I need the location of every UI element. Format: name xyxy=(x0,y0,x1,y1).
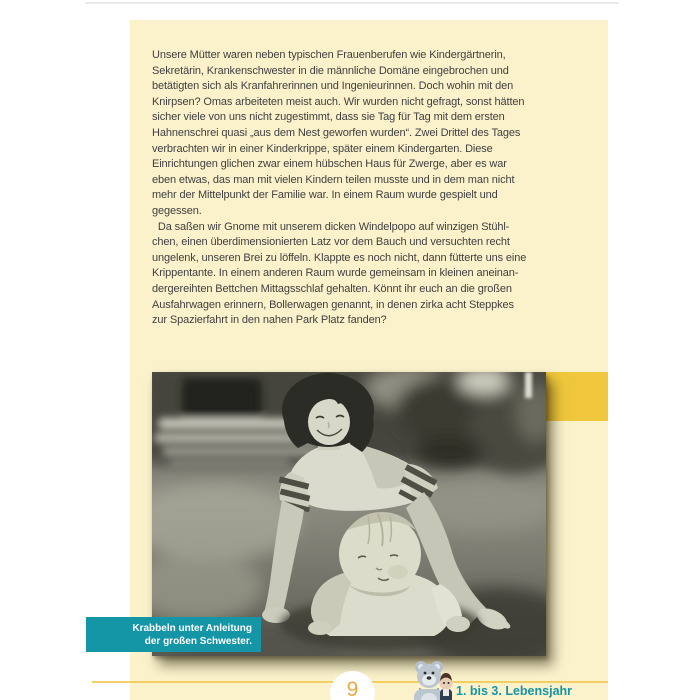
text-line: zur Spazierfahrt in den nahen Park Platz fanden? xyxy=(152,314,387,327)
caption-line-1: Krabbeln unter Anleitung xyxy=(132,623,252,634)
paragraph-2 xyxy=(152,220,564,329)
text-line: dergereihten Bettchen Mittagsschlaf gehalten. Könnt ihr euch an die großen xyxy=(152,282,512,295)
teddy-bear-and-doll-photo xyxy=(404,661,462,700)
text-line: Unsere Mütter waren neben typischen Frauenberufen wie Kindergärtnerin, xyxy=(152,49,506,61)
text-line: Krippentante. In einem anderen Raum wurde gemeinsam in kleinen aneinan- xyxy=(152,267,519,280)
text-line: eben etwas, das man mit vielen Kindern teilen musste und in dem man nicht xyxy=(152,173,515,186)
text-line: Ausfahrwagen erinnern, Bollerwagen genannt, in denen zirka acht Steppkes xyxy=(152,298,514,311)
text-line: sicher viele von uns nicht zugestimmt, dass sie Tag für Tag mit dem ersten xyxy=(152,111,505,124)
photo-caption xyxy=(86,617,261,652)
text-line: verbrachten wir in einer Kinderkrippe, später einem Kindergarten. Diese xyxy=(152,142,493,155)
body-text xyxy=(152,48,564,329)
text-line: Knirpsen? Omas arbeiteten meist auch. Wir wurden nicht gefragt, sonst hätten xyxy=(152,95,525,108)
text-line: mehr der Mittelpunkt der Familie war. In einem Raum wurde gespielt und xyxy=(152,189,498,202)
top-divider-line xyxy=(85,2,619,4)
photo-girl-and-crawling-baby xyxy=(152,372,546,656)
text-line: gegessen. xyxy=(152,204,202,217)
text-line: ungelenk, unseren Brei zu löffeln. Klappte es noch nicht, dann fütterte uns eine xyxy=(152,251,527,264)
teddy-bear-icon xyxy=(404,661,462,700)
text-line: Hahnenschrei quasi „aus dem Nest geworfen wurden“. Zwei Drittel des Tages xyxy=(152,126,521,139)
text-line: betätigten sich als Kranfahrerinnen und Ingenieurinnen. Doch wohin mit den xyxy=(152,80,514,93)
chapter-label: 1. bis 3. Lebensjahr xyxy=(456,684,573,698)
text-line: Da saßen wir Gnome mit unserem dicken Windelpopo auf winzigen Stühl- xyxy=(152,220,510,233)
caption-line-2: der großen Schwester. xyxy=(144,636,252,647)
paragraph-1 xyxy=(152,48,564,220)
text-line: Einrichtungen glichen zwar einem hübschen Haus für Zwerge, aber es war xyxy=(152,158,507,171)
yellow-accent-block xyxy=(546,372,608,421)
page-number: 9 xyxy=(346,678,359,700)
text-line: chen, einen überdimensionierten Latz vor dem Bauch und versuchten recht xyxy=(152,236,510,249)
photo-illustration xyxy=(152,372,546,656)
text-line: Sekretärin, Krankenschwester in die männliche Domäne eingebrochen und xyxy=(152,64,509,77)
